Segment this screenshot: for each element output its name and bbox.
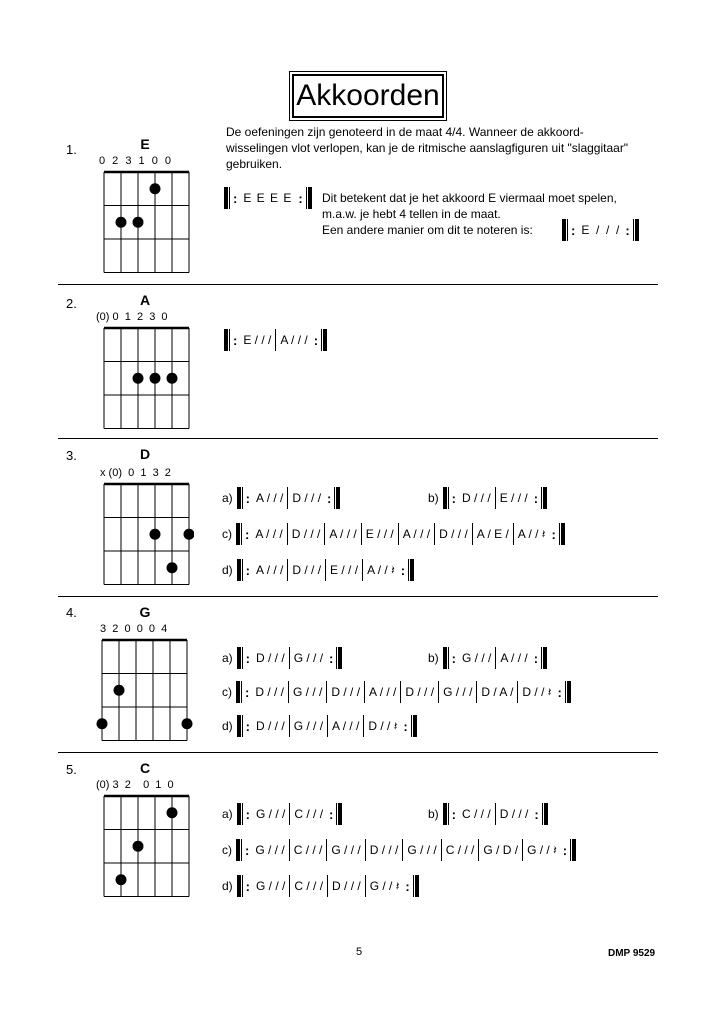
repeat-dots: : <box>245 490 251 506</box>
thin-bar <box>413 875 414 897</box>
thin-bar <box>336 647 337 669</box>
finger-dot <box>167 562 178 573</box>
measure: A / / / <box>500 651 528 665</box>
repeat-dots: : <box>329 650 334 666</box>
measure: G / / / <box>256 879 286 893</box>
measure: D / A / <box>481 685 514 699</box>
finger-dot <box>133 217 144 228</box>
repeat-end-bar <box>338 803 342 825</box>
exercise-line <box>222 838 576 862</box>
measure: D / / / <box>332 879 361 893</box>
exercise-label: c) <box>222 843 232 857</box>
measure: A / E / <box>476 527 509 541</box>
thin-bar <box>229 187 230 209</box>
thin-bar <box>448 803 449 825</box>
thin-bar <box>306 187 307 209</box>
thin-bar <box>242 875 243 897</box>
repeat-dots: : <box>557 684 562 700</box>
chord-name: C <box>139 760 151 776</box>
page-title <box>292 74 444 118</box>
repeat-end-bar <box>544 803 548 825</box>
measure: E / / / <box>243 333 272 347</box>
section-number: 2. <box>66 296 77 311</box>
measure: A / / / <box>402 527 431 541</box>
repeat-dots: : <box>245 878 251 894</box>
chord-name: A <box>139 292 151 308</box>
alt-notation <box>562 218 639 242</box>
section-number: 1. <box>66 142 77 157</box>
thin-bar <box>242 803 243 825</box>
measure: G / / / <box>407 843 437 857</box>
thin-bar <box>411 715 412 737</box>
measure: D / / 𝄽 <box>368 718 398 733</box>
measure: D / / / <box>405 685 435 699</box>
repeat-end-bar <box>543 647 547 669</box>
exercise-label: a) <box>222 807 233 821</box>
thin-bar <box>570 839 571 861</box>
repeat-end-bar <box>338 647 342 669</box>
measure: E / / / <box>581 223 620 237</box>
example-notation <box>224 186 312 210</box>
exercise-line <box>222 802 342 826</box>
measure: D / / / <box>292 491 322 505</box>
thin-bar <box>241 839 242 861</box>
measure: E / / / <box>499 491 528 505</box>
repeat-dots: : <box>571 222 576 238</box>
finger-numbers: 3 2 0 0 0 4 <box>100 623 168 635</box>
exercise-line <box>222 874 419 898</box>
measure: G / / / <box>462 651 492 665</box>
measure: C / / / <box>445 843 475 857</box>
measure: C / / / <box>293 843 323 857</box>
repeat-dots: : <box>533 650 539 666</box>
repeat-start-bar <box>236 681 240 703</box>
exercise-label: a) <box>222 651 233 665</box>
thin-bar <box>242 715 243 737</box>
exercise-label: c) <box>222 685 232 699</box>
repeat-end-bar <box>543 487 547 509</box>
measure: E / / / <box>365 527 394 541</box>
intro-line: wisselingen vlot verlopen, kan je de ritmische aanslagfiguren uit "slaggitaar" <box>226 141 629 155</box>
measure: A / / / <box>280 333 308 347</box>
explanation-line: Een andere manier om dit te noteren is: <box>322 223 533 237</box>
measure: D / / / <box>256 651 285 665</box>
repeat-end-bar <box>572 839 576 861</box>
thin-bar <box>633 219 634 241</box>
measure: E E E E <box>243 191 293 205</box>
finger-numbers: (0) 0 1 2 3 0 <box>96 311 168 323</box>
finger-dot <box>150 529 161 540</box>
exercise-label: d) <box>222 879 233 893</box>
measure: G / / 𝄽 <box>369 878 400 893</box>
thin-bar <box>241 681 242 703</box>
repeat-dots: : <box>233 190 238 206</box>
measure: G / / / <box>443 685 473 699</box>
thin-bar <box>229 329 230 351</box>
repeat-start-bar <box>237 559 241 581</box>
exercise-line <box>428 802 548 826</box>
exercise-label: c) <box>222 527 232 541</box>
measure: D / / / <box>462 491 491 505</box>
thin-bar <box>242 559 243 581</box>
thin-bar <box>565 681 566 703</box>
exercise-line <box>222 522 565 546</box>
exercise-label: d) <box>222 719 233 733</box>
finger-dot <box>184 529 195 540</box>
measure: A / / / <box>255 527 283 541</box>
thin-bar <box>242 647 243 669</box>
finger-dot <box>150 183 161 194</box>
chord-diagram-a <box>98 326 194 432</box>
repeat-start-bar <box>237 715 241 737</box>
thin-bar <box>542 803 543 825</box>
thin-bar <box>408 559 409 581</box>
section-number: 5. <box>66 762 77 777</box>
repeat-start-bar <box>224 187 228 209</box>
finger-numbers: x (0) 0 1 3 2 <box>100 467 171 479</box>
finger-dot <box>167 807 178 818</box>
thin-bar <box>336 803 337 825</box>
repeat-dots: : <box>451 806 457 822</box>
exercise-line <box>222 680 571 704</box>
exercise-label: b) <box>428 651 439 665</box>
repeat-dots: : <box>451 650 457 666</box>
exercise-label: a) <box>222 491 233 505</box>
thin-bar <box>334 487 335 509</box>
finger-dot <box>167 373 178 384</box>
measure: E / / / <box>330 563 359 577</box>
measure: G / / / <box>255 843 285 857</box>
section-number: 3. <box>66 448 77 463</box>
measure: D / / / <box>331 685 361 699</box>
repeat-dots: : <box>298 190 303 206</box>
measure: D / / / <box>255 685 285 699</box>
repeat-dots: : <box>451 490 457 506</box>
exercise-label: b) <box>428 491 439 505</box>
repeat-dots: : <box>245 526 250 542</box>
repeat-start-bar <box>562 219 566 241</box>
repeat-end-bar <box>635 219 639 241</box>
thin-bar <box>241 523 242 545</box>
repeat-dots: : <box>403 718 408 734</box>
exercise-label: d) <box>222 563 233 577</box>
measure: G / / / <box>293 719 324 733</box>
finger-numbers: 0 2 3 1 0 0 <box>99 155 173 167</box>
chord-diagram-c <box>98 794 194 900</box>
explanation-line: m.a.w. je hebt 4 tellen in de maat. <box>322 207 501 221</box>
repeat-end-bar <box>323 329 327 351</box>
measure: A / / / <box>332 719 360 733</box>
repeat-start-bar <box>224 329 228 351</box>
intro-line: gebruiken. <box>226 157 283 171</box>
measure: G / / / <box>293 685 323 699</box>
finger-dot <box>150 373 161 384</box>
repeat-start-bar <box>443 647 447 669</box>
repeat-dots: : <box>625 222 630 238</box>
repeat-dots: : <box>233 332 238 348</box>
repeat-start-bar <box>237 487 241 509</box>
repeat-dots: : <box>313 332 319 348</box>
measure: A / / / <box>256 563 284 577</box>
measure: G / D / <box>483 843 519 857</box>
repeat-start-bar <box>237 875 241 897</box>
repeat-end-bar <box>413 715 417 737</box>
thin-bar <box>448 647 449 669</box>
exercise-line <box>428 646 547 670</box>
section-divider <box>58 284 658 285</box>
repeat-start-bar <box>237 647 241 669</box>
repeat-dots: : <box>551 526 556 542</box>
measure: C / / / <box>294 807 324 821</box>
repeat-dots: : <box>329 806 334 822</box>
page-title-text: Akkoorden <box>296 79 440 112</box>
chord-diagram-g <box>92 638 196 744</box>
explanation-line: Dit betekent dat je het akkoord E viermaal moet spelen, <box>322 191 617 205</box>
section-number: 4. <box>66 605 77 620</box>
repeat-start-bar <box>236 523 240 545</box>
repeat-dots: : <box>400 562 406 578</box>
thin-bar <box>448 487 449 509</box>
measure: C / / / <box>294 879 324 893</box>
measure: A / / 𝄽 <box>367 562 395 577</box>
finger-dot <box>133 841 144 852</box>
exercise-line <box>428 486 547 510</box>
exercise-line <box>222 558 414 582</box>
repeat-dots: : <box>245 806 251 822</box>
repeat-dots: : <box>562 842 568 858</box>
finger-dot <box>97 718 108 729</box>
repeat-end-bar <box>561 523 565 545</box>
measure: A / / / <box>256 491 284 505</box>
measure: D / / / <box>291 527 321 541</box>
measure: G / / / <box>293 651 324 665</box>
chord-diagram-e <box>98 170 194 276</box>
measure: G / / / <box>256 807 286 821</box>
finger-dot <box>116 217 127 228</box>
chord-diagram-d <box>98 482 194 588</box>
repeat-dots: : <box>327 490 332 506</box>
page-number: 5 <box>356 946 363 958</box>
chord-name: G <box>139 604 151 620</box>
repeat-start-bar <box>236 839 240 861</box>
exercise-line <box>222 646 342 670</box>
thin-bar <box>567 219 568 241</box>
exercise-line <box>224 328 327 352</box>
measure: D / / / <box>292 563 322 577</box>
finger-dot <box>116 874 127 885</box>
repeat-end-bar <box>415 875 419 897</box>
measure: C / / / <box>462 807 491 821</box>
section-divider <box>58 438 658 439</box>
thin-bar <box>321 329 322 351</box>
repeat-dots: : <box>245 650 251 666</box>
repeat-start-bar <box>443 803 447 825</box>
repeat-dots: : <box>405 878 410 894</box>
repeat-dots: : <box>245 562 251 578</box>
measure: D / / / <box>439 527 468 541</box>
exercise-line <box>222 714 417 738</box>
intro-line: De oefeningen zijn genoteerd in de maat 4/4. Wanneer de akkoord- <box>226 125 584 139</box>
chord-name: E <box>140 136 150 152</box>
exercise-line <box>222 486 340 510</box>
repeat-start-bar <box>443 487 447 509</box>
repeat-end-bar <box>567 681 571 703</box>
chord-name: D <box>139 446 151 462</box>
repeat-end-bar <box>336 487 340 509</box>
repeat-start-bar <box>237 803 241 825</box>
document-code: DMP 9529 <box>608 948 656 959</box>
repeat-dots: : <box>245 718 251 734</box>
measure: D / / / <box>499 807 529 821</box>
repeat-dots: : <box>534 806 539 822</box>
intro-text <box>226 124 666 172</box>
thin-bar <box>559 523 560 545</box>
measure: G / / / <box>331 843 361 857</box>
measure: A / / / <box>329 527 357 541</box>
section-divider <box>58 752 658 753</box>
exercise-label: b) <box>428 807 439 821</box>
measure: A / / 𝄽 <box>517 526 546 541</box>
measure: A / / / <box>369 685 397 699</box>
thin-bar <box>541 487 542 509</box>
section-divider <box>58 596 658 597</box>
repeat-dots: : <box>533 490 539 506</box>
finger-dot <box>133 373 144 384</box>
measure: D / / / <box>256 719 285 733</box>
repeat-end-bar <box>308 187 312 209</box>
thin-bar <box>242 487 243 509</box>
finger-numbers: (0) 3 2 0 1 0 <box>96 779 174 791</box>
thin-bar <box>541 647 542 669</box>
repeat-dots: : <box>245 842 250 858</box>
measure: G / / 𝄽 <box>527 842 557 857</box>
repeat-end-bar <box>410 559 414 581</box>
finger-dot <box>114 685 125 696</box>
measure: D / / / <box>369 843 399 857</box>
measure: D / / 𝄽 <box>522 684 552 699</box>
finger-dot <box>182 718 193 729</box>
repeat-dots: : <box>245 684 250 700</box>
